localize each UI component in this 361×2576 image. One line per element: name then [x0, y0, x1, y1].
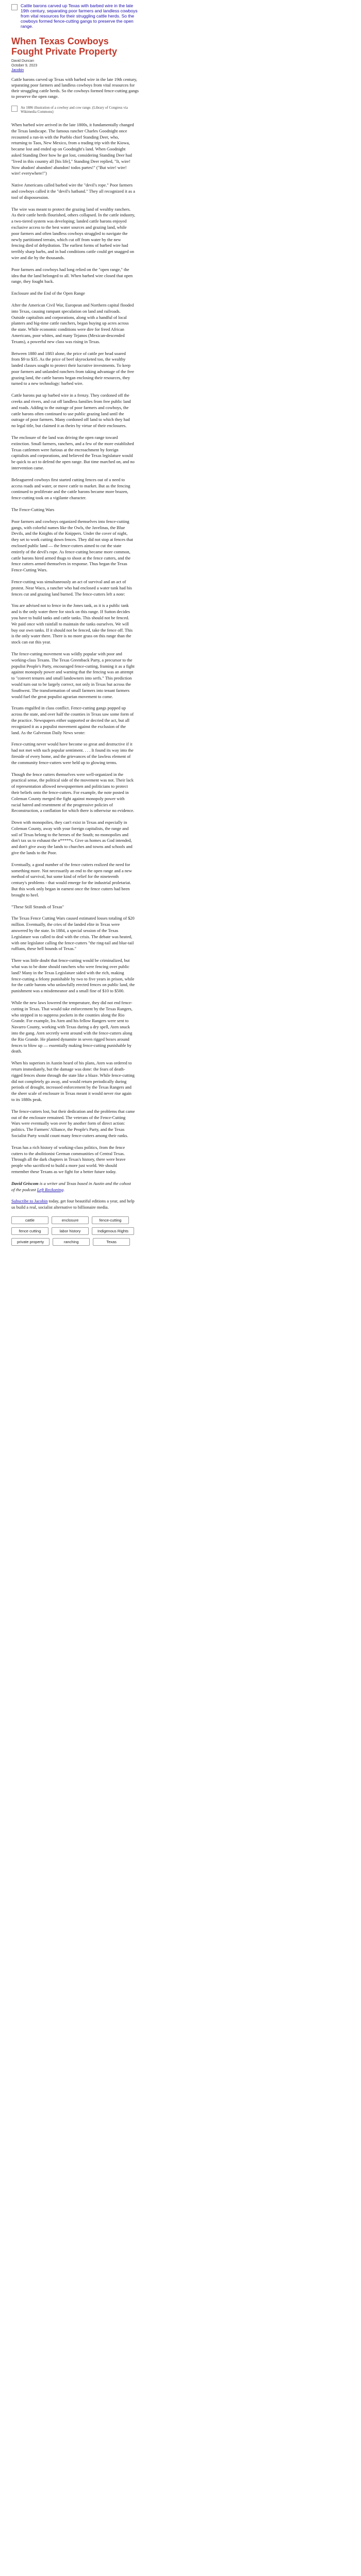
bio-text: is a writer and Texas based in Austin and the cohost of the podcast: [11, 1180, 131, 1192]
tag-button[interactable]: private property: [11, 1238, 50, 1246]
podcast-link[interactable]: Left Reckoning: [37, 1187, 64, 1192]
paragraph: Fence-cutting never would have become so great and destructive if it had not met with such popular sentiment. . . . It found its way into the fireside of every home, and the grievances of the lawless element of the community fence-cutters were held up to glowing terms.: [11, 741, 134, 765]
article-title: When Texas Cowboys Fought Private Property: [11, 36, 118, 57]
tag-button[interactable]: fence cutting: [11, 1227, 48, 1235]
tag-button[interactable]: ranching: [53, 1238, 90, 1246]
article-body: [11, 122, 135, 1211]
paragraph: Down with monopolies, they can't exist in Texas and especially in Coleman County, away with your foreign capitalists, the range and soil of Texas belong to the heroes of the South; no monopolies and don't tax us to exhaust the n*****s. Give us homes as God intended, and don't give away the lands to churches and towns and schools and give the lands to the Poor.: [11, 820, 133, 856]
section-heading: "These Still Strands of Texas": [11, 904, 64, 909]
broken-image-icon: [11, 106, 18, 112]
bio-name: David Griscom: [11, 1180, 39, 1186]
paragraph: The Texas Fence Cutting Wars caused estimated losses totaling of $20 million. Eventually, the cries of the landed elite in Texas were answered by the state. In 1884, a special session of the Texas Legislature was called to deal with the crisis. The debate was heated, with one legislator calling the fence-cutters "the ring-tail and blue-tail ruffians, these hell hounds of Texas.": [11, 916, 135, 952]
source-link[interactable]: Jacobin: [11, 69, 24, 72]
author: David Duncan: [11, 59, 34, 63]
paragraph: Beleaguered cowboys first started cutting fences out of a need to access roads and water, or move cattle to market. But as the fencing continued to proliferate and the cattle barons became more brazen, fence-cutting took on a vigilante character.: [11, 477, 130, 501]
broken-image-icon: [11, 4, 18, 10]
tag-button[interactable]: Indigenous Rights: [92, 1227, 134, 1235]
subscribe-paragraph: [11, 1198, 135, 1211]
subscribe-link[interactable]: Subscribe to Jacobin: [11, 1198, 48, 1204]
paragraph: Eventually, a good number of the fence cutters realized the need for something more. Not necessarily an end to the open range and a new method of survival, but some kind of relief for the nineteenth century's problems - that would emerge for the industrial proletariat. But this work only began in earnest once the fence cutters had been brought to heel.: [11, 861, 132, 897]
paragraph: Though the fence cutters themselves were well-organized in the practical sense, the political side of the movement was not. Their lack of representation allowed newspapermen and politicians to protect their beliefs onto the fence-cutters. For example, the note posted in Coleman County merged the fight against monopoly power with racial hatred and resentment of the progressive policies of Reconstruction, a conflation for which there is otherwise no evidence.: [11, 771, 135, 814]
hero-image-alt: Cattle barons carved up Texas with barbed wire in the late 19th century, separating poor farmers and landless cowboys from vital resources for their struggling cattle herds. So the cowboys formed fence-cutting gangs to preserve the open range.: [21, 3, 138, 29]
bio-end: .: [63, 1187, 65, 1192]
tag-button[interactable]: labor history: [52, 1227, 89, 1235]
paragraph: Native Americans called barbed wire the "devil's rope." Poor farmers and cowboys called it the "devil's hatband." They all recognized it as a tool of dispossession.: [11, 182, 135, 200]
paragraph: The enclosure of the land was driving the open range toward extinction. Small farmers, ranchers, and a few of the more established Texas cattlemen were furious at the encroachment by foreign capitalists and corporations, and believed the Texas legislature would be quick to act to defend the open range. But time marched on, and no intervention came.: [11, 435, 135, 471]
date: October 9, 2023: [11, 64, 38, 67]
article-intro: Cattle barons carved up Texas with barbed wire in the late 19th century, separating poor farmers and landless cowboys from vital resources for their struggling cattle herds. So the cowboys formed fence-cutting gangs to preserve the open range.: [11, 77, 139, 99]
paragraph: When his superiors in Austin heard of his plans, Aten was ordered to return immediately, but the damage was done: the fears of death-rigged fences shone through the state like a blaze. While fence-cutting did not completely go away, and would return periodically during periods of drought, increased enforcement by the Texas Rangers and the sheer scale of enclosure in Texas meant it would never rise again to its 1880s peak.: [11, 1060, 135, 1102]
paragraph: When barbed wire arrived in the late 1800s, it fundamentally changed the Texas landscape. The famous rancher Charles Goodnight once recounted a run-in with the Pueblo chief Standing Deer, who, returning to Taos, New Mexico, from a trading trip with the Kiowa, became lost and ended up on Goodnight's land. When Goodnight asked Standing Deer how he got lost, considering Standing Deer had "lived in this country all [his life]," Standing Deer replied, "It, wire! Now abadon! abandon! abandon! todos partes!" ("But wire! wire! wire! everywhere!"): [11, 122, 134, 176]
paragraph: There was little doubt that fence-cutting would be criminalized, but what was to be done should ranchers who were fencing over public land? Many in the Texas Legislature sided with the rich, making fence-cutting a felony punishable by two to five years in prison, while for the cattle barons who unlawfully erected fences on public land, the punishment was a misdemeanor and a small fine of $10 to $500.: [11, 958, 135, 994]
tag-button[interactable]: enclosure: [52, 1216, 89, 1224]
section-heading: The Fence-Cutting Wars: [11, 507, 55, 513]
paragraph: Cattle barons put up barbed wire in a frenzy. They cordoned off the creeks and rivers, and cut off landless families from free public land and roads. Adding to the outrage of poor farmers and cowboys, the cattle barons often continued to use public grazing land until the outrage of poor farmers. Many cordoned off land to which they had no legal title, but claimed it as theirs by virtue of their enclosures.: [11, 393, 131, 429]
paragraph: Texans engulfed in class conflict. Fence-cutting gangs popped up across the state, and over half the counties in Texas saw some form of the practice. Newspapers either supported or decried the act, but all recognized it as a populist movement against the exclusion of the land. As the Galveston Daily News wrote:: [11, 705, 134, 735]
figure-caption: An 1886 illustration of a cowboy and cow range. (Library of Congress via Wikimedia Commons): [21, 106, 128, 114]
paragraph: The wire was meant to protect the grazing land of wealthy ranchers. As their cattle herds flourished, others collapsed. In the cattle industry, a two-tiered system was developing; landed cattle barons enjoyed exclusive access to the best water sources and grazing land, while poor farmers and often landless cowboys struggled to navigate the newly partitioned terrain, which cut off from water by the new fencing died of dehydration. The earliest forms of barbed wire had terribly sharp barbs, and in bad conditions cattle could get snagged on wire and die by the thousands.: [11, 206, 135, 260]
paragraph: Between 1880 and 1883 alone, the price of cattle per head soared from $9 to $35. As the price of beef skyrocketed too, the wealthy landed classes sought to protect their lucrative investments. To keep poor farmers and unlanded ranchers from taking advantage of the free grazing land, the cattle barons began enclosing their resources, they turned to a new technology: barbed wire.: [11, 350, 134, 386]
tag-button[interactable]: cattle: [11, 1216, 48, 1224]
paragraph: Poor farmers and cowboys organized themselves into fence-cutting gangs, with colorful names like the Owls, the Javelinas, the Blue Devils, and the Knights of the Knippers. Under the cover of night, they set to work cutting down fences. They did not stop at fences that enclosed public land — the fence-cutters aimed to cut the state entirely of the devil's rope. As fence-cutting became more common, cattle barons hired armed thugs to shoot at the fence cutters, and the fence cutters armed themselves in response. Thus began the Texas Fence-Cutting Wars.: [11, 518, 133, 573]
subscribe-text: today, get four beautiful editions a year, and help us build a real, socialist alternative to billionaire media.: [11, 1198, 135, 1210]
tag-list: [11, 1216, 135, 1246]
section-heading: Enclosure and the End of the Open Range: [11, 291, 85, 296]
tag-button[interactable]: Texas: [93, 1238, 130, 1246]
hero-image: [11, 3, 140, 32]
paragraph: While the new laws lowered the temperature, they did not end fence-cutting in Texas. That would take enforcement by the Texas Rangers, who stepped in to suppress pockets in the counties along the Rio Grande. For example, Ira Aten and his fellow Rangers were sent to Navarro County, working with Texas during a dry spell, Aten snuck into the gang. Aten secretly went around with the fence-cutters along the Rio Grande. He planted dynamite in seven rigged boxes around fences to blow up — essentially making fence-cutting punishable by death.: [11, 1000, 133, 1054]
paragraph: After the American Civil War, European and Northern capital flooded into Texas, causing rampant speculation on land and railroads. Outside capitalists and corporations, along with a handful of local planters and big-time cattle ranchers, began buying up acres across the state. While economic conditions were dire for freed African Americans, poor whites, and many Tejanos (Mexican-descended Texans), a powerful new class was rising in Texas.: [11, 302, 134, 344]
paragraph: Texas has a rich history of working-class politics, from the fence cutters to the abolitionist German communities of Central Texas. Through all the dark chapters in Texas's history, there were brave people who sacrificed to build a more just world. We should remember these Texans as we fight for a better future today.: [11, 1144, 126, 1174]
article-figure: [11, 106, 135, 114]
paragraph: You are advised not to fence in the Jones tank, as it is a public tank and is the only water there for stock on this range. If Sutton decides you have to build tanks and cattle tanks. This should not be fenced. We paid once with rainfall to maintain the tanks ourselves. We will buy our own tanks. If it should not be fenced, take the fence off. This is the only water there. There is no more grass on this range than the stock can eat this year.: [11, 603, 133, 645]
paragraph: The fence-cutting movement was wildly popular with poor and working-class Texans. The Texas Greenback Party, a precursor to the populist People's Party, encouraged fence-cutting, framing it as a fight against monopoly power and warning that the fencing was an attempt to "convert tenures and small landowners into serfs." This prediction would turn out to be largely correct, not only in Texas but across the Southwest. The transformation of small farmers into tenant farmers would fuel the great populist agrarian movement to come.: [11, 651, 135, 699]
paragraph: The fence-cutters lost, but their dedication and the problems that came out of the enclosure remained. The veterans of the Fence-Cutting Wars were eventually won over by another form of direct action: politics. The Farmers' Alliance, the People's Party, and the Texas Socialist Party would count many fence-cutters among their ranks.: [11, 1108, 135, 1138]
tag-button[interactable]: fence-cutting: [92, 1216, 129, 1224]
paragraph: Fence-cutting was simultaneously an act of survival and an act of protest. Near Waco, a rancher who had enclosed a water tank had his fences cut and grazing land burned. The fence-cutters left a note:: [11, 579, 132, 597]
author-bio: [11, 1181, 135, 1193]
byline: [11, 59, 361, 73]
paragraph: Poor farmers and cowboys had long relied on the "open range," the idea that the land belonged to all. When barbed wire closed that open range, they fought back.: [11, 266, 133, 284]
